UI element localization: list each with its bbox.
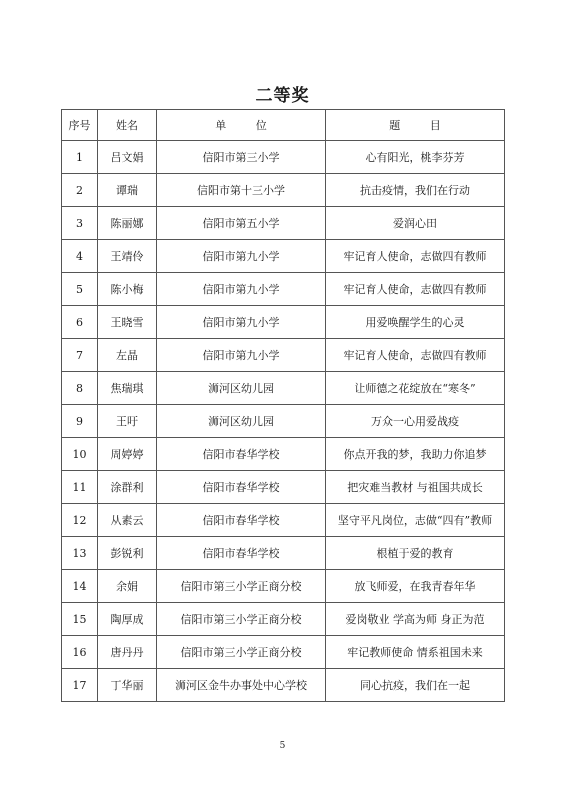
table-row xyxy=(62,339,505,372)
cell-topic: 坚守平凡岗位，志做“四有”教师 xyxy=(326,504,505,537)
cell-name: 彭锐利 xyxy=(98,537,157,570)
table-row xyxy=(62,372,505,405)
cell-seq: 2 xyxy=(62,174,98,207)
cell-unit: 信阳市第九小学 xyxy=(157,240,326,273)
cell-unit: 信阳市第三小学正商分校 xyxy=(157,570,326,603)
cell-name: 陶厚成 xyxy=(98,603,157,636)
cell-unit: 浉河区幼儿园 xyxy=(157,405,326,438)
cell-unit: 信阳市第九小学 xyxy=(157,339,326,372)
cell-unit: 信阳市第九小学 xyxy=(157,306,326,339)
cell-unit: 信阳市春华学校 xyxy=(157,537,326,570)
page-number: 5 xyxy=(279,741,286,751)
table-row xyxy=(62,603,505,636)
table-row xyxy=(62,405,505,438)
cell-name: 谭瑞 xyxy=(98,174,157,207)
cell-topic: 爱岗敬业 学高为师 身正为范 xyxy=(326,603,505,636)
cell-seq: 7 xyxy=(62,339,98,372)
cell-topic: 牢记育人使命，志做四有教师 xyxy=(326,273,505,306)
cell-name: 涂群利 xyxy=(98,471,157,504)
cell-unit: 信阳市第三小学正商分校 xyxy=(157,636,326,669)
cell-seq: 8 xyxy=(62,372,98,405)
cell-unit: 信阳市第十三小学 xyxy=(157,174,326,207)
cell-seq: 15 xyxy=(62,603,98,636)
table-row xyxy=(62,141,505,174)
table-row xyxy=(62,273,505,306)
cell-seq: 12 xyxy=(62,504,98,537)
cell-seq: 1 xyxy=(62,141,98,174)
cell-topic: 万众一心用爱战疫 xyxy=(326,405,505,438)
cell-name: 从素云 xyxy=(98,504,157,537)
header-name: 姓名 xyxy=(98,110,157,141)
cell-name: 余娟 xyxy=(98,570,157,603)
cell-seq: 14 xyxy=(62,570,98,603)
cell-topic: 你点开我的梦，我助力你追梦 xyxy=(326,438,505,471)
cell-topic: 牢记教师使命 情系祖国未来 xyxy=(326,636,505,669)
cell-name: 焦瑞琪 xyxy=(98,372,157,405)
table-header-row xyxy=(62,110,505,141)
header-seq: 序号 xyxy=(62,110,98,141)
cell-unit: 信阳市春华学校 xyxy=(157,471,326,504)
cell-unit: 信阳市第三小学正商分校 xyxy=(157,603,326,636)
table-row xyxy=(62,306,505,339)
cell-seq: 13 xyxy=(62,537,98,570)
table-row xyxy=(62,570,505,603)
cell-name: 唐丹丹 xyxy=(98,636,157,669)
cell-seq: 17 xyxy=(62,669,98,702)
table-row xyxy=(62,636,505,669)
cell-unit: 信阳市春华学校 xyxy=(157,438,326,471)
cell-seq: 5 xyxy=(62,273,98,306)
cell-unit: 信阳市第三小学 xyxy=(157,141,326,174)
cell-topic: 牢记育人使命，志做四有教师 xyxy=(326,240,505,273)
cell-unit: 信阳市第五小学 xyxy=(157,207,326,240)
page-title: 二等奖 xyxy=(255,86,310,106)
cell-topic: 让师德之花绽放在“寒冬” xyxy=(326,372,505,405)
table-row xyxy=(62,669,505,702)
cell-topic: 把灾难当教材 与祖国共成长 xyxy=(326,471,505,504)
table-row xyxy=(62,207,505,240)
table-row xyxy=(62,240,505,273)
header-unit: 单 位 xyxy=(157,110,326,141)
cell-unit: 信阳市第九小学 xyxy=(157,273,326,306)
cell-name: 丁华丽 xyxy=(98,669,157,702)
cell-topic: 抗击疫情，我们在行动 xyxy=(326,174,505,207)
cell-topic: 爱润心田 xyxy=(326,207,505,240)
cell-topic: 同心抗疫，我们在一起 xyxy=(326,669,505,702)
cell-seq: 4 xyxy=(62,240,98,273)
table-row xyxy=(62,504,505,537)
cell-topic: 牢记育人使命，志做四有教师 xyxy=(326,339,505,372)
cell-seq: 11 xyxy=(62,471,98,504)
cell-seq: 10 xyxy=(62,438,98,471)
table-row xyxy=(62,471,505,504)
cell-name: 周婷婷 xyxy=(98,438,157,471)
cell-seq: 16 xyxy=(62,636,98,669)
cell-name: 王吁 xyxy=(98,405,157,438)
cell-unit: 信阳市春华学校 xyxy=(157,504,326,537)
cell-topic: 心有阳光，桃李芬芳 xyxy=(326,141,505,174)
cell-name: 陈小梅 xyxy=(98,273,157,306)
cell-seq: 6 xyxy=(62,306,98,339)
cell-seq: 3 xyxy=(62,207,98,240)
cell-name: 吕文娟 xyxy=(98,141,157,174)
cell-unit: 浉河区幼儿园 xyxy=(157,372,326,405)
cell-topic: 根植于爱的教育 xyxy=(326,537,505,570)
table-row xyxy=(62,174,505,207)
cell-topic: 用爱唤醒学生的心灵 xyxy=(326,306,505,339)
cell-name: 王靖伶 xyxy=(98,240,157,273)
cell-name: 王晓雪 xyxy=(98,306,157,339)
cell-name: 左晶 xyxy=(98,339,157,372)
table-row xyxy=(62,537,505,570)
header-topic: 题 目 xyxy=(326,110,505,141)
cell-name: 陈丽娜 xyxy=(98,207,157,240)
cell-topic: 放飞师爱，在我青春年华 xyxy=(326,570,505,603)
award-table xyxy=(61,109,505,702)
cell-seq: 9 xyxy=(62,405,98,438)
table-row xyxy=(62,438,505,471)
cell-unit: 浉河区金牛办事处中心学校 xyxy=(157,669,326,702)
